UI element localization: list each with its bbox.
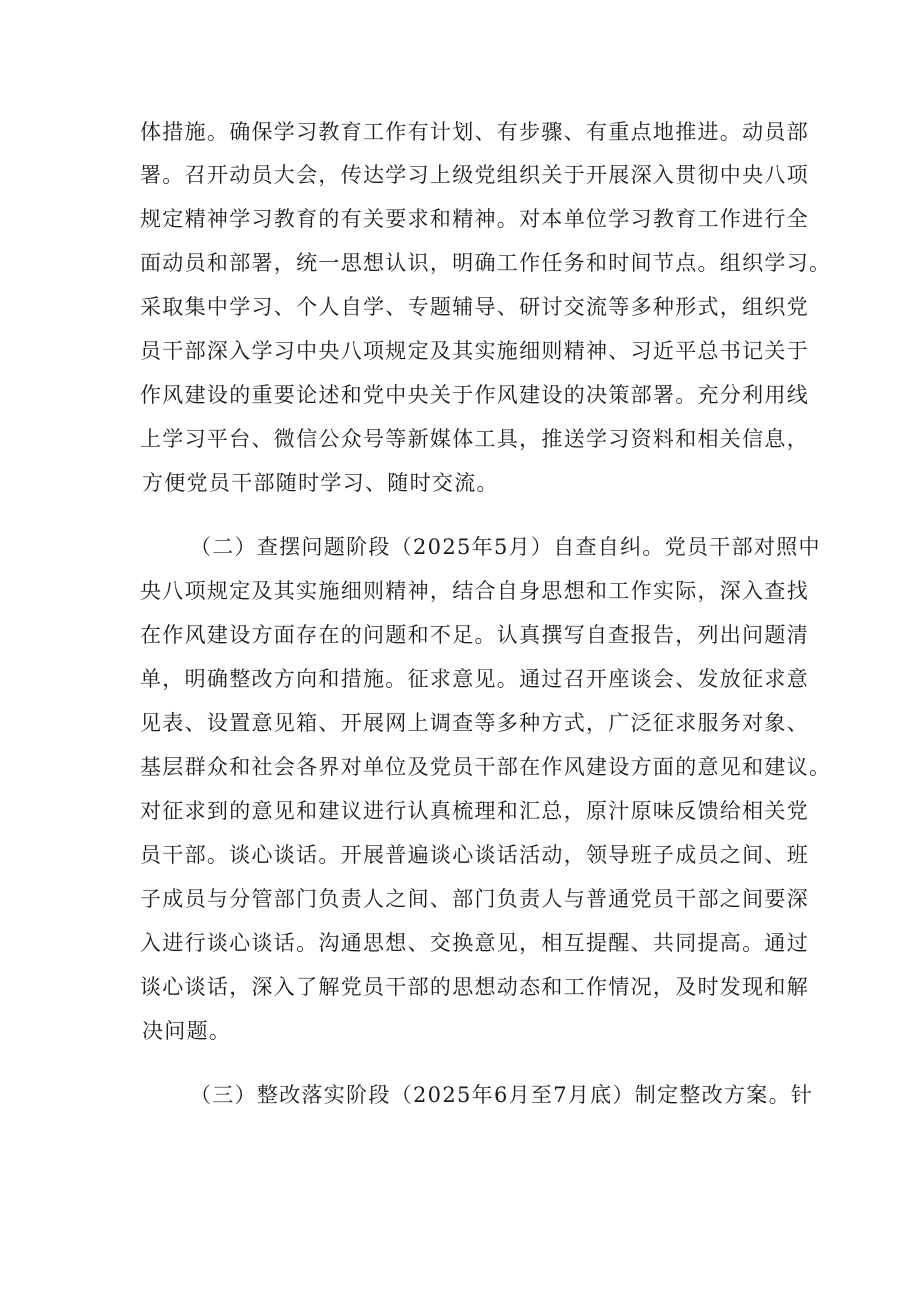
body-text-line: 方便党员干部随时学习、随时交流。 <box>142 471 499 495</box>
body-text-line: 采取集中学习、个人自学、专题辅导、研讨交流等多种形式，组织党 <box>140 295 809 319</box>
body-text-line: 员干部深入学习中央八项规定及其实施细则精神、习近平总书记关于 <box>140 339 809 363</box>
body-text-line: 面动员和部署，统一思想认识，明确工作任务和时间节点。组织学习。 <box>140 251 832 275</box>
body-text-line: 对征求到的意见和建议进行认真梳理和汇总，原汁原味反馈给相关党 <box>140 799 809 823</box>
body-text-line: 体措施。确保学习教育工作有计划、有步骤、有重点地推进。动员部 <box>140 120 809 144</box>
body-text-line: 规定精神学习教育的有关要求和精神。对本单位学习教育工作进行全 <box>140 207 809 231</box>
section-heading-line: （三）整改落实阶段（2025年6月至7月底）制定整改方案。针 <box>190 1083 814 1107</box>
body-text-line: 在作风建设方面存在的问题和不足。认真撰写自查报告，列出问题清 <box>140 623 809 647</box>
body-text-line: 入进行谈心谈话。沟通思想、交换意见，相互提醒、共同提高。通过 <box>140 931 809 955</box>
body-text-line: 央八项规定及其实施细则精神，结合自身思想和工作实际，深入查找 <box>140 579 809 603</box>
section-heading-line: （二）查摆问题阶段（2025年5月）自查自纠。党员干部对照中 <box>190 535 821 559</box>
body-text-line: 员干部。谈心谈话。开展普遍谈心谈话活动，领导班子成员之间、班 <box>140 843 809 867</box>
body-text-line: 子成员与分管部门负责人之间、部门负责人与普通党员干部之间要深 <box>140 887 809 911</box>
body-text-line: 单，明确整改方向和措施。征求意见。通过召开座谈会、发放征求意 <box>140 667 809 691</box>
body-text-line: 谈心谈话，深入了解党员干部的思想动态和工作情况，及时发现和解 <box>140 975 809 999</box>
body-text-line: 上学习平台、微信公众号等新媒体工具，推送学习资料和相关信息， <box>140 427 809 451</box>
body-text-line: 见表、设置意见箱、开展网上调查等多种方式，广泛征求服务对象、 <box>140 711 809 735</box>
body-text-line: 作风建设的重要论述和党中央关于作风建设的决策部署。充分利用线 <box>140 383 809 407</box>
body-text-line: 署。召开动员大会，传达学习上级党组织关于开展深入贯彻中央八项 <box>140 163 809 187</box>
body-text-line: 决问题。 <box>142 1019 232 1043</box>
body-text-line: 基层群众和社会各界对单位及党员干部在作风建设方面的意见和建议。 <box>140 755 832 779</box>
